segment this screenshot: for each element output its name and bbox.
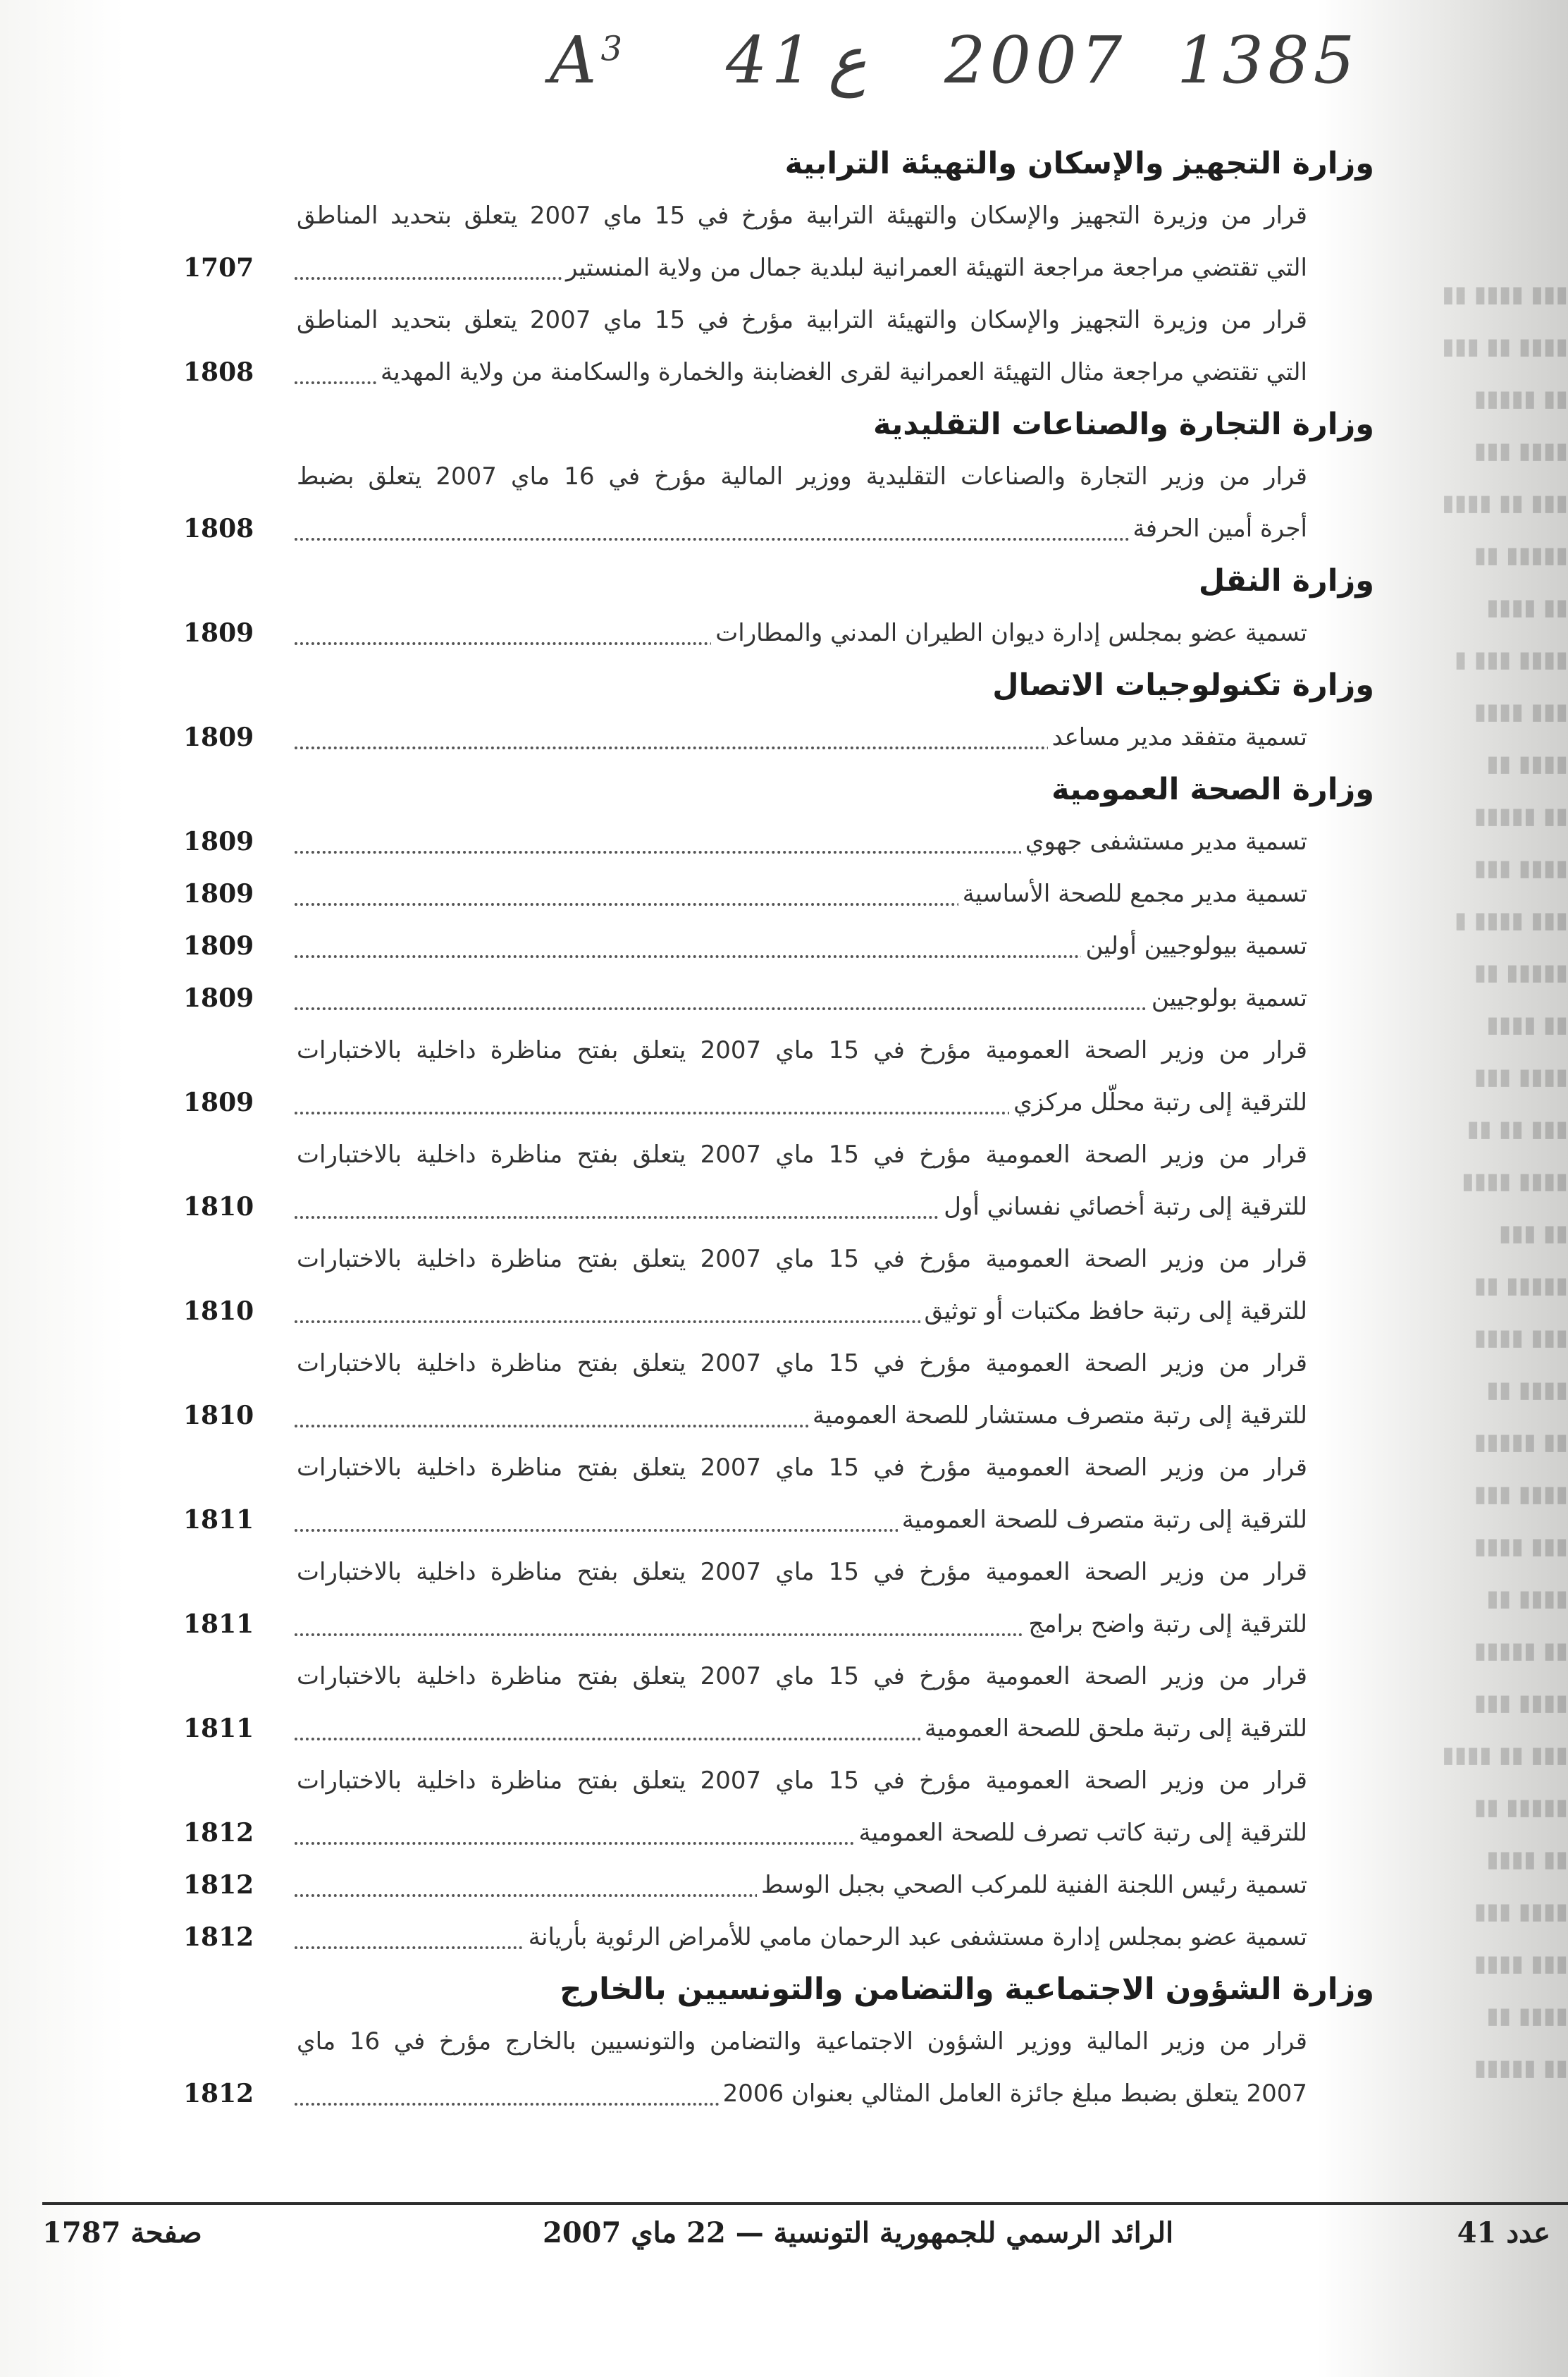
toc-entry <box>183 1546 1374 1650</box>
entry-line <box>183 920 1374 972</box>
entry-page-number: 1707 <box>183 253 254 283</box>
entry-text: تسمية عضو بمجلس إدارة ديوان الطيران المدني والمطارات <box>711 607 1307 659</box>
entry-line <box>183 1859 1374 1911</box>
entry-line <box>183 190 1374 242</box>
entry-line <box>183 450 1374 503</box>
entry-text: تسمية متفقد مدير مساعد <box>1048 711 1307 763</box>
entry-text: تسمية رئيس اللجنة الفنية للمركب الصحي بجبل الوسط <box>757 1859 1307 1911</box>
entry-line <box>183 1911 1374 1963</box>
toc-entry <box>183 1337 1374 1442</box>
entry-text: قرار من وزير الصحة العمومية مؤرخ في 15 ماي 2007 يتعلق بفتح مناظرة داخلية بالاختبارات <box>292 1129 1307 1181</box>
section-heading: وزارة التجهيز والإسكان والتهيئة الترابية <box>784 146 1374 181</box>
entry-text: للترقية إلى رتبة محلّل مركزي <box>1009 1076 1307 1129</box>
section-heading: وزارة التجارة والصناعات التقليدية <box>873 407 1374 442</box>
toc-entry <box>183 711 1374 763</box>
entry-line <box>183 346 1374 398</box>
entry-line <box>183 1442 1374 1494</box>
toc-entry <box>183 972 1374 1024</box>
entry-text: للترقية إلى رتبة متصرف مستشار للصحة العمومية <box>808 1389 1307 1442</box>
section-heading: وزارة الصحة العمومية <box>1051 772 1374 807</box>
entry-text: تسمية مدير مجمع للصحة الأساسية <box>958 868 1307 920</box>
toc-entry <box>183 450 1374 555</box>
entry-page-number: 1811 <box>183 1609 254 1639</box>
entry-text: للترقية إلى رتبة أخصائي نفساني أول <box>939 1181 1307 1233</box>
entry-page-number: 1809 <box>183 723 254 752</box>
section-heading: وزارة النقل <box>1198 563 1374 598</box>
entry-text: قرار من وزير الصحة العمومية مؤرخ في 15 ماي 2007 يتعلق بفتح مناظرة داخلية بالاختبارات <box>292 1546 1307 1598</box>
entry-line <box>183 1650 1374 1702</box>
entry-line <box>183 1598 1374 1650</box>
entry-line <box>183 2015 1374 2068</box>
footer-rule <box>42 2202 1568 2205</box>
entry-line <box>183 1076 1374 1129</box>
entry-text: قرار من وزيرة التجهيز والإسكان والتهيئة الترابية مؤرخ في 15 ماي 2007 يتعلق بتحديد المناطق <box>292 294 1307 346</box>
entry-line <box>183 242 1374 294</box>
handwritten-issue: 41 <box>726 23 817 98</box>
footer-issue-number: عدد 41 <box>1457 2216 1550 2249</box>
table-of-contents <box>183 137 1374 2120</box>
entry-line <box>183 1233 1374 1285</box>
entry-line <box>183 1389 1374 1442</box>
section-heading: وزارة تكنولوجيات الاتصال <box>992 668 1374 703</box>
handwritten-year: 2007 <box>944 23 1127 98</box>
entry-text: للترقية إلى رتبة متصرف للصحة العمومية <box>898 1494 1307 1546</box>
entry-line <box>183 1024 1374 1076</box>
entry-page-number: 1809 <box>183 1088 254 1117</box>
entry-text: قرار من وزير التجارة والصناعات التقليدية ووزير المالية مؤرخ في 16 ماي 2007 يتعلق بضبط <box>292 450 1307 503</box>
toc-entry <box>183 920 1374 972</box>
entry-text: قرار من وزير الصحة العمومية مؤرخ في 15 ماي 2007 يتعلق بفتح مناظرة داخلية بالاختبارات <box>292 1024 1307 1076</box>
entry-text: أجرة أمين الحرفة <box>1129 503 1307 555</box>
entry-page-number: 1809 <box>183 879 254 909</box>
toc-entry <box>183 868 1374 920</box>
handwritten-letter: ع <box>828 23 867 98</box>
entry-text: تسمية بيولوجيين أولين <box>1081 920 1307 972</box>
entry-text: للترقية إلى رتبة ملحق للصحة العمومية <box>920 1702 1307 1755</box>
entry-line <box>183 1337 1374 1389</box>
footer-journal-title: الرائد الرسمي للجمهورية التونسية — 22 ماي 2007 <box>543 2216 1174 2249</box>
entry-line <box>183 816 1374 868</box>
handwritten-annotation <box>550 23 1367 128</box>
entry-page-number: 1808 <box>183 357 254 387</box>
entry-text: للترقية إلى رتبة حافظ مكتبات أو توثيق <box>920 1285 1308 1337</box>
entry-text: قرار من وزير الصحة العمومية مؤرخ في 15 ماي 2007 يتعلق بفتح مناظرة داخلية بالاختبارات <box>292 1755 1307 1807</box>
entry-text: 2007 يتعلق بضبط مبلغ جائزة العامل المثالي بعنوان 2006 <box>719 2068 1307 2120</box>
toc-entry <box>183 1911 1374 1963</box>
entry-text: قرار من وزير الصحة العمومية مؤرخ في 15 ماي 2007 يتعلق بفتح مناظرة داخلية بالاختبارات <box>292 1650 1307 1702</box>
entry-text: قرار من وزير الصحة العمومية مؤرخ في 15 ماي 2007 يتعلق بفتح مناظرة داخلية بالاختبارات <box>292 1233 1307 1285</box>
entry-text: قرار من وزير الصحة العمومية مؤرخ في 15 ماي 2007 يتعلق بفتح مناظرة داخلية بالاختبارات <box>292 1442 1307 1494</box>
toc-entry <box>183 1024 1374 1129</box>
entry-text: التي تقتضي مراجعة مراجعة التهيئة العمرانية لبلدية جمال من ولاية المنستير <box>562 242 1307 294</box>
entry-text: للترقية إلى رتبة واضح برامج <box>1024 1598 1307 1650</box>
entry-line <box>183 607 1374 659</box>
toc-entry <box>183 1233 1374 1337</box>
toc-entry <box>183 2015 1374 2120</box>
entry-line <box>183 972 1374 1024</box>
entry-page-number: 1808 <box>183 514 254 543</box>
toc-entry <box>183 1442 1374 1546</box>
toc-entry <box>183 1755 1374 1859</box>
toc-entry <box>183 190 1374 294</box>
entry-text: تسمية بولوجيين <box>1147 972 1307 1024</box>
entry-page-number: 1809 <box>183 827 254 856</box>
toc-entry <box>183 1859 1374 1911</box>
entry-line <box>183 1807 1374 1859</box>
entry-text: قرار من وزير الصحة العمومية مؤرخ في 15 ماي 2007 يتعلق بفتح مناظرة داخلية بالاختبارات <box>292 1337 1307 1389</box>
toc-entry <box>183 294 1374 398</box>
toc-entry <box>183 1650 1374 1755</box>
entry-line <box>183 1285 1374 1337</box>
entry-page-number: 1812 <box>183 1870 254 1900</box>
entry-page-number: 1810 <box>183 1296 254 1326</box>
entry-line <box>183 1129 1374 1181</box>
entry-line <box>183 294 1374 346</box>
entry-page-number: 1810 <box>183 1401 254 1430</box>
entry-line <box>183 1755 1374 1807</box>
entry-page-number: 1812 <box>183 2079 254 2108</box>
entry-text: قرار من وزيرة التجهيز والإسكان والتهيئة الترابية مؤرخ في 15 ماي 2007 يتعلق بتحديد المناطق <box>292 190 1307 242</box>
entry-page-number: 1812 <box>183 1922 254 1952</box>
toc-entry <box>183 1129 1374 1233</box>
entry-line <box>183 1181 1374 1233</box>
entry-text: تسمية عضو بمجلس إدارة مستشفى عبد الرحمان مامي للأمراض الرئوية بأريانة <box>524 1911 1307 1963</box>
entry-text: التي تقتضي مراجعة مثال التهيئة العمرانية لقرى الغضابنة والخمارة والسكامنة من ولاية المهدية <box>376 346 1307 398</box>
entry-line <box>183 1546 1374 1598</box>
entry-text: تسمية مدير مستشفى جهوي <box>1021 816 1307 868</box>
entry-page-number: 1812 <box>183 1818 254 1848</box>
handwritten-number: 1385 <box>1177 23 1359 98</box>
entry-line <box>183 2068 1374 2120</box>
entry-text: للترقية إلى رتبة كاتب تصرف للصحة العمومية <box>855 1807 1308 1859</box>
footer-page-number: صفحة 1787 <box>42 2216 202 2249</box>
toc-entry <box>183 607 1374 659</box>
toc-entry <box>183 816 1374 868</box>
entry-page-number: 1809 <box>183 931 254 961</box>
entry-page-number: 1809 <box>183 983 254 1013</box>
handwritten-series: $A^3$ <box>550 23 626 98</box>
entry-line <box>183 711 1374 763</box>
entry-line <box>183 1702 1374 1755</box>
entry-line <box>183 503 1374 555</box>
entry-text: قرار من وزير المالية ووزير الشؤون الاجتماعية والتضامن والتونسيين بالخارج مؤرخ في 16 ماي <box>292 2015 1307 2068</box>
entry-page-number: 1811 <box>183 1714 254 1743</box>
entry-page-number: 1811 <box>183 1505 254 1535</box>
entry-line <box>183 868 1374 920</box>
entry-page-number: 1810 <box>183 1192 254 1222</box>
entry-line <box>183 1494 1374 1546</box>
entry-page-number: 1809 <box>183 618 254 648</box>
section-heading: وزارة الشؤون الاجتماعية والتضامن والتونسيين بالخارج <box>560 1972 1374 2007</box>
page-footer <box>42 2211 1550 2267</box>
